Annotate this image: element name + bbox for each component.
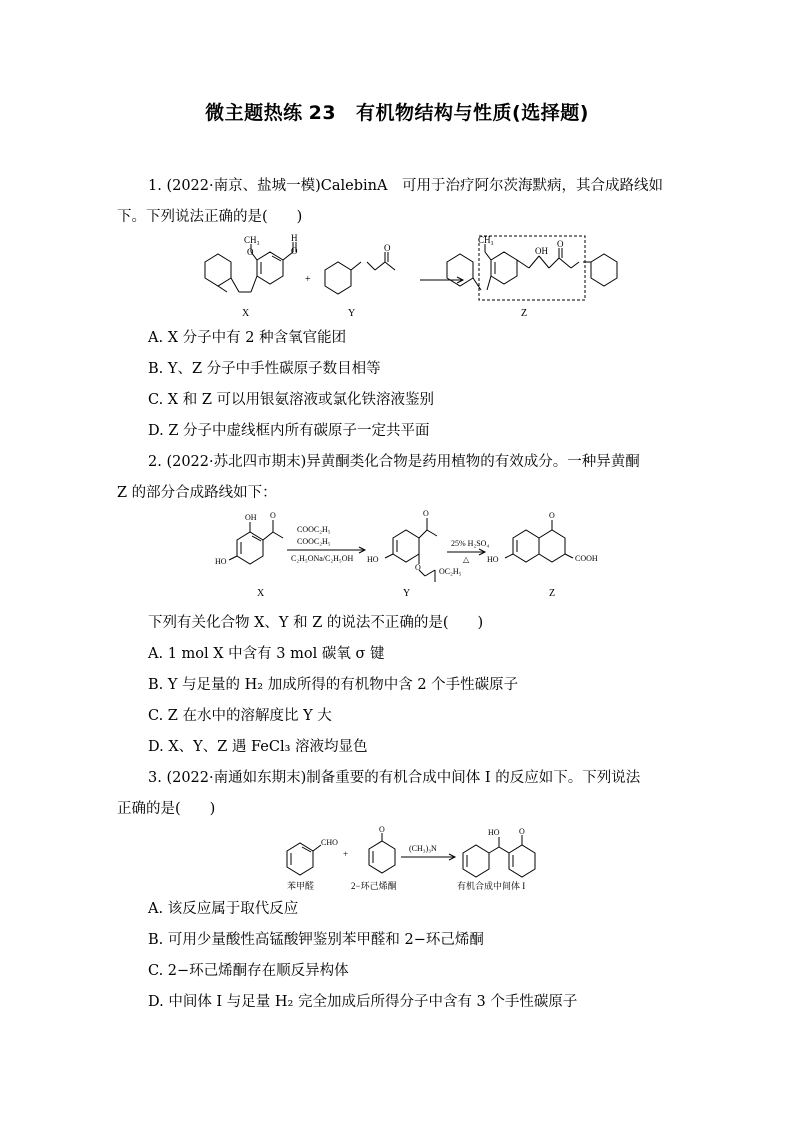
q1-option-c: C. X 和 Z 可以用银氨溶液或氯化铁溶液鉴别 bbox=[148, 392, 435, 408]
q1-x-ch3: CH₃ bbox=[244, 235, 260, 245]
q2-x-ho: HO bbox=[215, 557, 227, 566]
q2-reagent-1: COOC₂H₅ bbox=[297, 525, 331, 534]
q1-y-o: O bbox=[384, 243, 391, 253]
q1-option-b: B. Y、Z 分子中手性碳原子数目相等 bbox=[148, 361, 381, 377]
q2-option-d: D. X、Y、Z 遇 FeCl₃ 溶液均显色 bbox=[148, 739, 368, 755]
q3-stem-line2: 正确的是( ) bbox=[117, 801, 216, 817]
q1-label-z: Z bbox=[521, 308, 528, 319]
q3-cho: CHO bbox=[321, 838, 338, 847]
q3-plus: + bbox=[343, 849, 349, 859]
q2-reagent-2: COOC₂H₅ bbox=[297, 537, 331, 546]
q1-option-a: A. X 分子中有 2 种含氧官能团 bbox=[148, 330, 347, 346]
q3-stem-line1: 3. (2022·南通如东期末)制备重要的有机合成中间体 I 的反应如下。下列说法 bbox=[148, 770, 641, 786]
title-subject: 有机物结构与性质(选择题) bbox=[356, 102, 589, 124]
q2-condition-2: 25% H₂SO₄ bbox=[451, 539, 490, 548]
q2-label-z: Z bbox=[549, 588, 556, 599]
q3-reaction-scheme bbox=[283, 825, 573, 895]
q1-z-ch3: CH₃ bbox=[478, 235, 494, 245]
q3-name-cyclohexenone: 2−环己烯酮 bbox=[351, 881, 397, 891]
q3-option-d: D. 中间体 I 与足量 H₂ 完全加成后所得分子中含有 3 个手性碳原子 bbox=[148, 994, 578, 1010]
q1-y-thp-ring bbox=[325, 262, 351, 294]
q1-stem-line1: 1. (2022·南京、盐城一模)CalebinA 可用于治疗阿尔茨海默病，其合成路线如 bbox=[148, 178, 663, 194]
q3-o: O bbox=[379, 825, 385, 834]
q3-product-o: O bbox=[519, 827, 525, 836]
q1-x-thp-ring bbox=[205, 254, 231, 286]
q1-plus: + bbox=[305, 274, 311, 285]
q2-z-o: O bbox=[549, 511, 555, 520]
q1-label-x: X bbox=[242, 308, 250, 319]
q1-reaction-scheme bbox=[195, 232, 665, 322]
q2-option-c: C. Z 在水中的溶解度比 Y 大 bbox=[148, 708, 332, 724]
q2-y-ho: HO bbox=[367, 555, 379, 564]
q2-y-o2: O bbox=[415, 563, 421, 572]
q2-reaction-scheme bbox=[215, 508, 615, 600]
q2-option-b: B. Y 与足量的 H₂ 加成所得的有机物中含 2 个手性碳原子 bbox=[148, 677, 519, 693]
q2-option-a: A. 1 mol X 中含有 3 mol 碳氧 σ 键 bbox=[148, 646, 385, 662]
q2-x-oh: OH bbox=[245, 513, 257, 522]
q2-question: 下列有关化合物 X、Y 和 Z 的说法不正确的是( ) bbox=[148, 615, 484, 631]
q1-x-o2: O bbox=[291, 246, 298, 256]
title-main: 微主题热练 bbox=[205, 102, 303, 124]
page-title bbox=[0, 98, 794, 125]
q2-x-o: O bbox=[270, 511, 276, 520]
q3-name-benzaldehyde: 苯甲醛 bbox=[287, 881, 315, 891]
q2-label-y: Y bbox=[403, 588, 411, 599]
q3-condition: (CH₃)₃N bbox=[409, 844, 437, 853]
q2-stem-line2: Z 的部分合成路线如下： bbox=[117, 485, 277, 501]
q2-stem-line1: 2. (2022·苏北四市期末)异黄酮类化合物是药用植物的有效成分。一种异黄酮 bbox=[148, 454, 640, 470]
q1-z-oh: OH bbox=[535, 246, 548, 256]
q2-z-pyranone-ring bbox=[539, 530, 565, 562]
q3-option-c: C. 2−环己烯酮存在顺反异构体 bbox=[148, 963, 349, 979]
q2-y-o: O bbox=[423, 509, 429, 518]
q1-x-o1: O bbox=[247, 247, 254, 257]
q3-option-b: B. 可用少量酸性高锰酸钾鉴别苯甲醛和 2−环己烯酮 bbox=[148, 932, 484, 948]
title-number: 23 bbox=[308, 102, 337, 124]
q2-y-oc2h5: OC₂H₅ bbox=[439, 567, 462, 576]
q3-product-ho: HO bbox=[488, 828, 500, 837]
q1-z-o: O bbox=[557, 239, 564, 249]
q1-label-y: Y bbox=[348, 308, 356, 319]
q2-label-x: X bbox=[257, 588, 265, 599]
q2-condition-1: C₂H₅ONa/C₂H₅OH bbox=[291, 554, 354, 563]
q1-option-d: D. Z 分子中虚线框内所有碳原子一定共平面 bbox=[148, 423, 430, 439]
q1-z-thp-ring-2 bbox=[591, 254, 617, 286]
q3-option-a: A. 该反应属于取代反应 bbox=[148, 901, 299, 917]
q3-name-intermediate: 有机合成中间体 I bbox=[457, 881, 526, 891]
q2-heat: △ bbox=[463, 555, 470, 564]
q2-z-cooh: COOH bbox=[575, 554, 598, 563]
q1-stem-line2: 下。下列说法正确的是( ) bbox=[117, 209, 303, 225]
q2-z-ho: HO bbox=[487, 555, 499, 564]
q1-x-h: H bbox=[291, 233, 298, 243]
